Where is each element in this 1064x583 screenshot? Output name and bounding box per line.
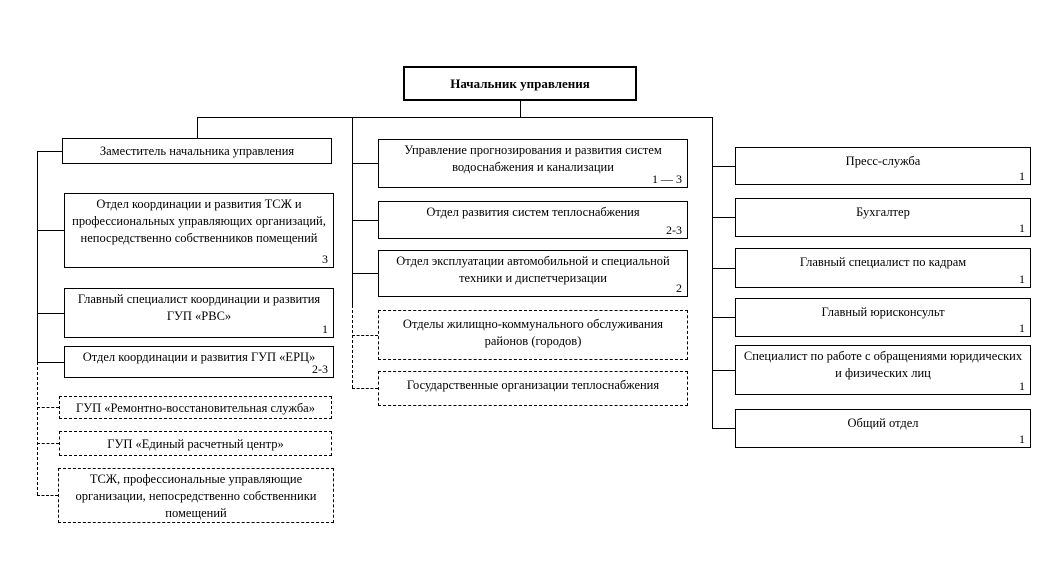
staff-count: 2-3 — [312, 361, 328, 376]
org-node-water-supply-forecasting-dept — [378, 139, 688, 188]
node-label: Начальник управления — [450, 76, 590, 91]
org-node-deputy-head — [62, 138, 332, 164]
connector-mid-dashed-stub-1 — [352, 335, 378, 336]
connector-right-stub-2 — [712, 217, 735, 218]
org-node-vehicle-operation-dept — [378, 250, 688, 297]
org-node-press-service — [735, 147, 1031, 185]
connector-left-stub-3 — [37, 362, 64, 363]
connector-mid-dashed-stub-2 — [352, 388, 378, 389]
connector-top-stub — [520, 101, 521, 117]
staff-count: 1 — [1019, 431, 1025, 446]
node-label: Бухгалтер — [856, 205, 910, 219]
node-label: Отдел координации и развития ТСЖ и профессиональных управляющих организаций, непосредственно собственников помещений — [72, 197, 326, 245]
node-label: ГУП «Единый расчетный центр» — [107, 437, 284, 451]
connector-left-drop — [197, 117, 198, 138]
node-label: ТСЖ, профессиональные управляющие организации, непосредственно собственники помещений — [75, 472, 317, 520]
staff-count: 2 — [676, 280, 682, 295]
connector-right-spine — [712, 117, 713, 428]
connector-left-stub-2 — [37, 313, 64, 314]
org-node-appeals-specialist — [735, 345, 1031, 395]
node-label: Специалист по работе с обращениями юридических и физических лиц — [743, 349, 1023, 380]
node-label: Отделы жилищно-коммунального обслуживания районов (городов) — [402, 317, 664, 348]
connector-left-dashed-stub-1 — [37, 407, 59, 408]
node-label: Отдел развития систем теплоснабжения — [426, 205, 640, 219]
org-node-head — [403, 66, 637, 101]
connector-branch — [197, 117, 713, 118]
node-label: Государственные организации теплоснабжения — [406, 378, 660, 392]
org-node-accountant — [735, 198, 1031, 237]
connector-mid-spine — [352, 117, 353, 305]
connector-left-spine — [37, 151, 38, 362]
connector-right-stub-6 — [712, 428, 735, 429]
org-node-gup-repair-service — [59, 396, 332, 419]
org-node-hr-chief-specialist — [735, 248, 1031, 288]
org-node-state-heat-supply-orgs — [378, 371, 688, 406]
org-node-tsj-coordination-dept — [64, 193, 334, 268]
connector-left-spine-dashed — [37, 362, 38, 495]
org-node-tsj-organizations — [58, 468, 334, 523]
node-label: Главный специалист по кадрам — [799, 255, 967, 269]
connector-right-stub-5 — [712, 370, 735, 371]
staff-count: 1 — [322, 321, 328, 336]
node-label: Главный юрисконсульт — [821, 305, 945, 319]
org-node-chief-legal-adviser — [735, 298, 1031, 337]
org-node-general-dept — [735, 409, 1031, 448]
staff-count: 2-3 — [666, 222, 682, 237]
staff-count: 3 — [322, 251, 328, 266]
connector-mid-stub-1 — [352, 163, 378, 164]
connector-left-stub-0 — [37, 151, 62, 152]
org-node-erc-coordination-dept — [64, 346, 334, 378]
connector-left-dashed-stub-2 — [37, 443, 59, 444]
connector-mid-spine-dashed — [352, 305, 353, 388]
org-node-heat-supply-development-dept — [378, 201, 688, 239]
node-label: ГУП «Ремонтно-восстановительная служба» — [76, 401, 315, 415]
staff-count: 1 — [1019, 168, 1025, 183]
node-label: Отдел эксплуатации автомобильной и специальной техники и диспетчеризации — [396, 254, 670, 285]
node-label: Общий отдел — [847, 416, 919, 430]
connector-left-stub-1 — [37, 230, 64, 231]
org-node-housing-communal-depts — [378, 310, 688, 360]
org-node-gup-unified-settlement-center — [59, 431, 332, 456]
node-label: Пресс-служба — [845, 154, 921, 168]
node-label: Отдел координации и развития ГУП «ЕРЦ» — [82, 350, 316, 364]
staff-count: 1 — [1019, 320, 1025, 335]
staff-count: 1 — [1019, 271, 1025, 286]
connector-right-stub-1 — [712, 166, 735, 167]
staff-count: 1 — [1019, 378, 1025, 393]
org-node-rvs-chief-specialist — [64, 288, 334, 338]
staff-count: 1 — 3 — [652, 171, 682, 186]
staff-count: 1 — [1019, 220, 1025, 235]
connector-left-dashed-stub-3 — [37, 495, 58, 496]
connector-mid-stub-3 — [352, 273, 378, 274]
node-label: Заместитель начальника управления — [99, 144, 295, 158]
connector-mid-stub-2 — [352, 220, 378, 221]
connector-right-stub-3 — [712, 268, 735, 269]
node-label: Главный специалист координации и развития ГУП «РВС» — [77, 292, 321, 323]
node-label: Управление прогнозирования и развития систем водоснабжения и канализации — [404, 143, 662, 174]
connector-right-stub-4 — [712, 317, 735, 318]
